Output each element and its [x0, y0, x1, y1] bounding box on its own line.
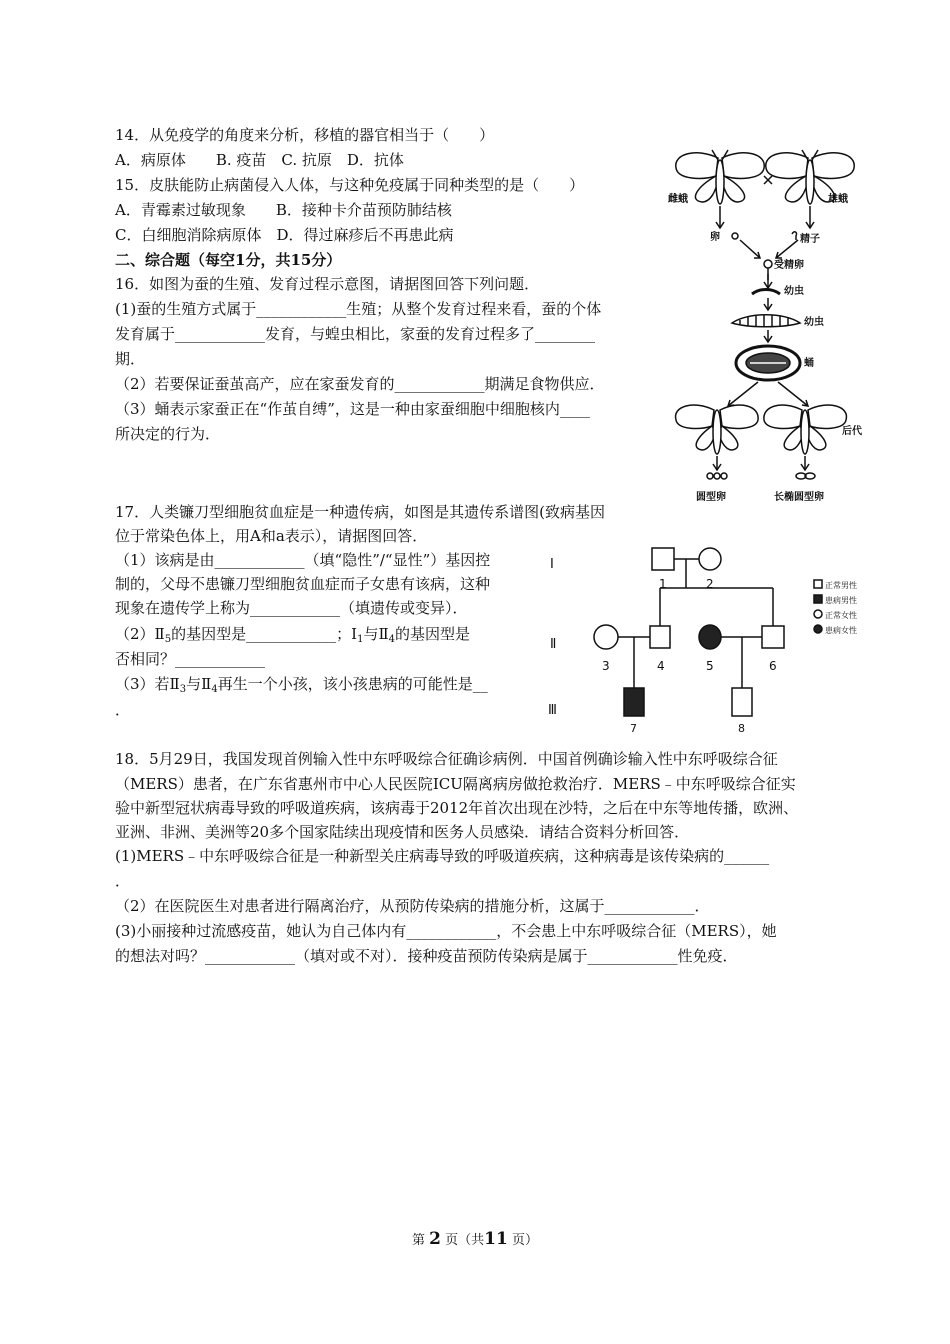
- q17-line-8: （3）若$Ⅱ_3$与$Ⅱ_4$再生一个小孩，该小孩患病的可能性是__: [115, 675, 488, 695]
- offspring-moth-right-icon: [764, 405, 847, 454]
- q16-stem: 16．如图为蚕的生殖、发育过程示意图，请据图回答下列问题．: [115, 275, 540, 293]
- q17-line-9: ．: [115, 701, 131, 719]
- q17-line-3: （1）该病是由____________（填“隐性”/“显性”）基因控: [115, 551, 491, 569]
- q18-line-1: 18．5月29日，我国发现首例输入性中东呼吸综合征确诊病例．中国首例确诊输入性中东呼吸综合征: [115, 750, 778, 768]
- n4-label: 4: [657, 659, 665, 673]
- q17-line-5: 现象在遗传学上称为____________（填遗传或变异）．: [115, 599, 468, 617]
- legend-normal-female: 正常女性: [825, 611, 857, 620]
- q14-options: A．病原体 B. 疫苗 C. 抗原 D．抗体: [115, 151, 404, 169]
- egg-type2-label: 长椭圆型卵: [774, 492, 824, 503]
- sperm-label: 精子: [800, 234, 820, 245]
- female-label: 雌蛾: [668, 194, 688, 205]
- q16-line-5: （3）蛹表示家蚕正在“作茧自缚”，这是一种由家蚕细胞中细胞核内____: [115, 400, 590, 418]
- current-page-number: 2: [429, 1229, 441, 1249]
- q18-line-5: (1)MERS﹣中东呼吸综合征是一种新型关庄病毒导致的呼吸道疾病，这种病毒是该传染病的______: [115, 847, 770, 865]
- q16-line-2: 发育属于____________发育，与蝗虫相比，家蚕的发育过程多了________: [115, 325, 596, 343]
- q18-line-9: 的想法对吗？____________（填对或不对）．接种疫苗预防传染病是属于____________性免疫．: [115, 947, 738, 965]
- q15-options-1: A．青霉素过敏现象 B．接种卡介苗预防肺结核: [115, 201, 452, 219]
- q17-line-7: 否相同？____________: [115, 650, 266, 668]
- total-pages: 11: [484, 1229, 508, 1249]
- legend-affected-female: 患病女性: [825, 626, 857, 635]
- q16-line-1: (1)蚕的生殖方式属于____________生殖；从整个发育过程来看，蚕的个体: [115, 300, 602, 318]
- q17-line-6: $(2)Ⅱ_5$的基因型是____________；$Ⅰ_1$与$Ⅱ_4$的基因型是: [115, 625, 471, 645]
- offspring-label: 后代: [842, 426, 862, 437]
- q18-line-7: （2）在医院医生对患者进行隔离治疗，从预防传染病的措施分析，这属于____________．: [115, 897, 710, 915]
- female-moth-icon: [676, 150, 764, 204]
- n1-label: 1: [659, 577, 667, 591]
- q18-line-2: （MERS）患者，在广东省惠州市中心人民医院ICU隔离病房做抢救治疗．MERS﹣中东呼吸综合征实: [115, 775, 796, 793]
- gen3-label: Ⅲ: [548, 703, 557, 718]
- pedigree-chart: [540, 538, 870, 738]
- n2-label: 2: [706, 577, 714, 591]
- n7-label: 7: [630, 722, 637, 735]
- gen2-label: Ⅱ: [550, 637, 557, 652]
- legend-affected-male: 患病男性: [825, 596, 857, 605]
- pupa-label: 蛹: [804, 358, 814, 369]
- pupa-icon: [736, 346, 800, 380]
- q17-line-1: 17．人类镰刀型细胞贫血症是一种遗传病，如图是其遗传系谱图(致病基因: [115, 503, 605, 521]
- zygote-label: 受精卵: [774, 260, 804, 271]
- q15-stem: 15．皮肤能防止病菌侵入人体，与这种免疫属于同种类型的是（ ）: [115, 176, 585, 194]
- q16-line-3: 期．: [115, 350, 146, 368]
- q16-line-6: 所决定的行为．: [115, 425, 221, 443]
- q18-line-8: (3)小丽接种过流感疫苗，她认为自己体内有____________，不会患上中东呼吸综合征（MERS），她: [115, 922, 777, 940]
- n3-label: 3: [602, 659, 610, 673]
- gen1-label: Ⅰ: [550, 557, 554, 572]
- section-heading: 二、综合题（每空1分，共15分）: [115, 251, 342, 269]
- q14-stem: 14．从免疫学的角度来分析，移植的器官相当于（ ）: [115, 126, 495, 144]
- n6-label: 6: [769, 659, 777, 673]
- q18-line-4: 亚洲、非洲、美洲等20多个国家陆续出现疫情和医务人员感染．请结合资料分析回答．: [115, 823, 690, 841]
- egg-type1-label: 圆型卵: [696, 492, 726, 503]
- male-label: 雄蛾: [828, 194, 848, 205]
- legend-normal-male: 正常男性: [825, 581, 857, 590]
- larva-icon: [732, 315, 800, 327]
- larva2-label: 幼虫: [804, 317, 824, 328]
- q15-options-2: C．白细胞消除病原体 D．得过麻疹后不再患此病: [115, 226, 454, 244]
- q17-line-4: 制的，父母不患镰刀型细胞贫血症而子女患有该病，这种: [115, 575, 491, 593]
- q17-line-2: 位于常染色体上，用A和a表示），请据图回答．: [115, 527, 428, 545]
- silkworm-lifecycle-figure: [668, 148, 868, 513]
- q16-line-4: （2）若要保证蚕茧高产，应在家蚕发育的____________期满足食物供应．: [115, 375, 605, 393]
- n8-label: 8: [738, 722, 745, 735]
- q18-line-3: 验中新型冠状病毒导致的呼吸道疾病，该病毒于2012年首次出现在沙特，之后在中东等地传播，欧洲、: [115, 799, 799, 817]
- page-footer: 第 2 页（共11 页）: [412, 1229, 538, 1249]
- n5-label: 5: [706, 659, 714, 673]
- offspring-moth-left-icon: [676, 405, 759, 454]
- egg-label: 卵: [710, 232, 720, 243]
- larva1-label: 幼虫: [784, 286, 804, 297]
- q18-line-6: ．: [115, 872, 131, 890]
